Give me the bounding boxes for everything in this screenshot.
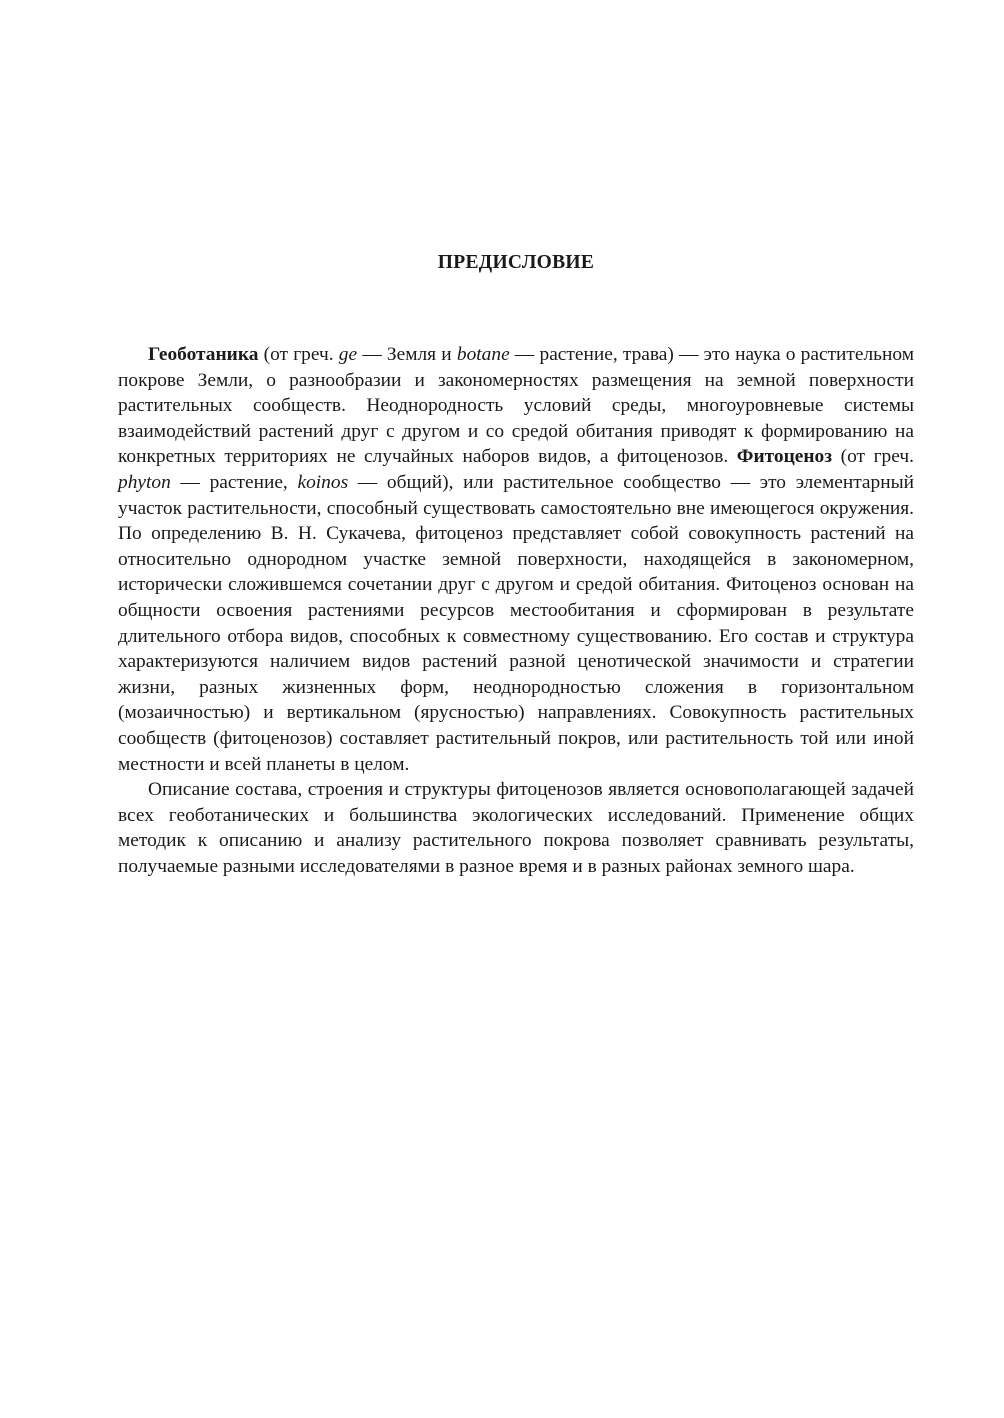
paragraph-1 <box>118 342 914 777</box>
text-segment: — растение, трава) — это наука о растительном покрове Земли, о разнообразии и закономерностях размещения на земной поверхности растительных сообществ. Неоднородность условий среды, многоуровневые системы взаимодействий растений друг с другом и со средой обитания приводят к формированию на конкретных территориях не случайных наборов видов, а фитоценозов. <box>118 344 914 468</box>
text-segment: — общий), или растительное сообщество — это элементарный участок растительности, способный существовать самостоятельно вне имеющегося окружения. По определению В. Н. Сукачева, фитоценоз представляет собой совокупность растений на относительно однородном участке земной поверхности, находящейся в закономерном, исторически сложившемся сочетании друг с другом и средой обитания. Фитоценоз основан на общности освоения растениями ресурсов местообитания и сформирован в результате длительного отбора видов, способных к совместному существованию. Его состав и структура характеризуются наличием видов растений разной ценотической значимости и стратегии жизни, разных жизненных форм, неоднородностью сложения в горизонтальном (мозаичностью) и вертикальном (ярусностью) направлениях. Совокупность растительных сообществ (фитоценозов) составляет растительный покров, или растительность той или иной местности и всей планеты в целом. <box>118 471 914 775</box>
term-phyton: phyton <box>118 471 171 493</box>
text-segment: (от греч. <box>832 446 914 468</box>
term-ge: ge <box>338 344 358 365</box>
term-botane: botane <box>456 344 510 365</box>
page-title: ПРЕДИСЛОВИЕ <box>437 252 595 273</box>
term-geobotany: Геоботаника <box>148 344 259 365</box>
term-phytocenosis: Фитоценоз <box>736 446 833 468</box>
text-segment: — Земля и <box>357 344 457 365</box>
paragraph-2: Описание состава, строения и структуры фитоценозов является основополагающей задачей всех геоботанических и большинства экологических исследований. Применение общих методик к описанию и анализу растительного покрова позволяет сравнивать результаты, получаемые разными исследователями в разное время и в разных районах земного шара. <box>118 779 914 877</box>
text-segment: (от греч. <box>258 344 339 365</box>
term-koinos: koinos <box>297 471 349 493</box>
body-text <box>118 342 914 879</box>
text-segment: — растение, <box>170 471 298 493</box>
